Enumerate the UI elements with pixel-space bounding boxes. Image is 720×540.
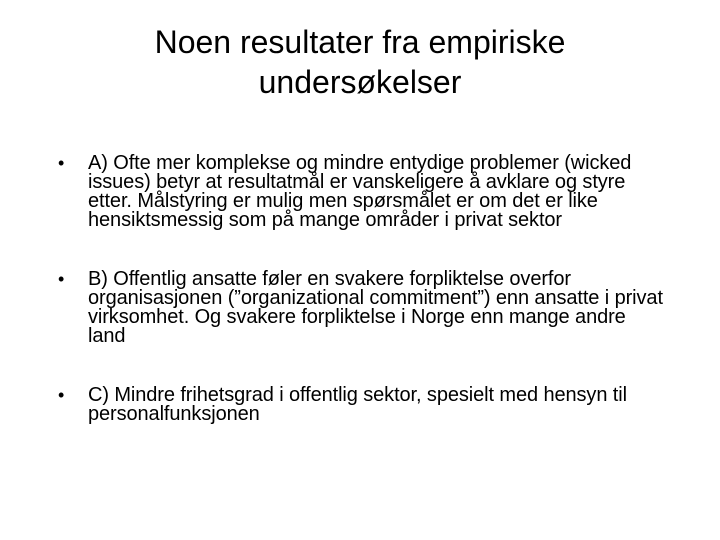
- bullet-item-c: [58, 386, 668, 424]
- bullet-text-a: A) Ofte mer komplekse og mindre entydige problemer (wicked issues) betyr at resultatmål er vanskeligere å avklare og styre etter. Målstyring er mulig men spørsmålet er om det er like hensiktsmessig som på mange områder i privat sektor: [88, 152, 632, 231]
- bullet-item-b: [58, 270, 668, 346]
- bullet-icon: •: [58, 153, 65, 173]
- bullet-text-b: B) Offentlig ansatte føler en svakere forpliktelse overfor organisasjonen (”organizational commitment”) enn ansatte i privat virksomhet. Og svakere forpliktelse i Norge enn mange andre land: [88, 268, 663, 347]
- bullet-text-c: C) Mindre frihetsgrad i offentlig sektor, spesielt med hensyn til personalfunksjonen: [88, 384, 627, 425]
- bullet-item-a: [58, 154, 668, 230]
- slide-title: Noen resultater fra empiriske undersøkelser: [154, 24, 566, 100]
- bullet-icon: •: [58, 269, 65, 289]
- bullet-icon: •: [58, 385, 65, 405]
- bullet-list: [58, 154, 668, 424]
